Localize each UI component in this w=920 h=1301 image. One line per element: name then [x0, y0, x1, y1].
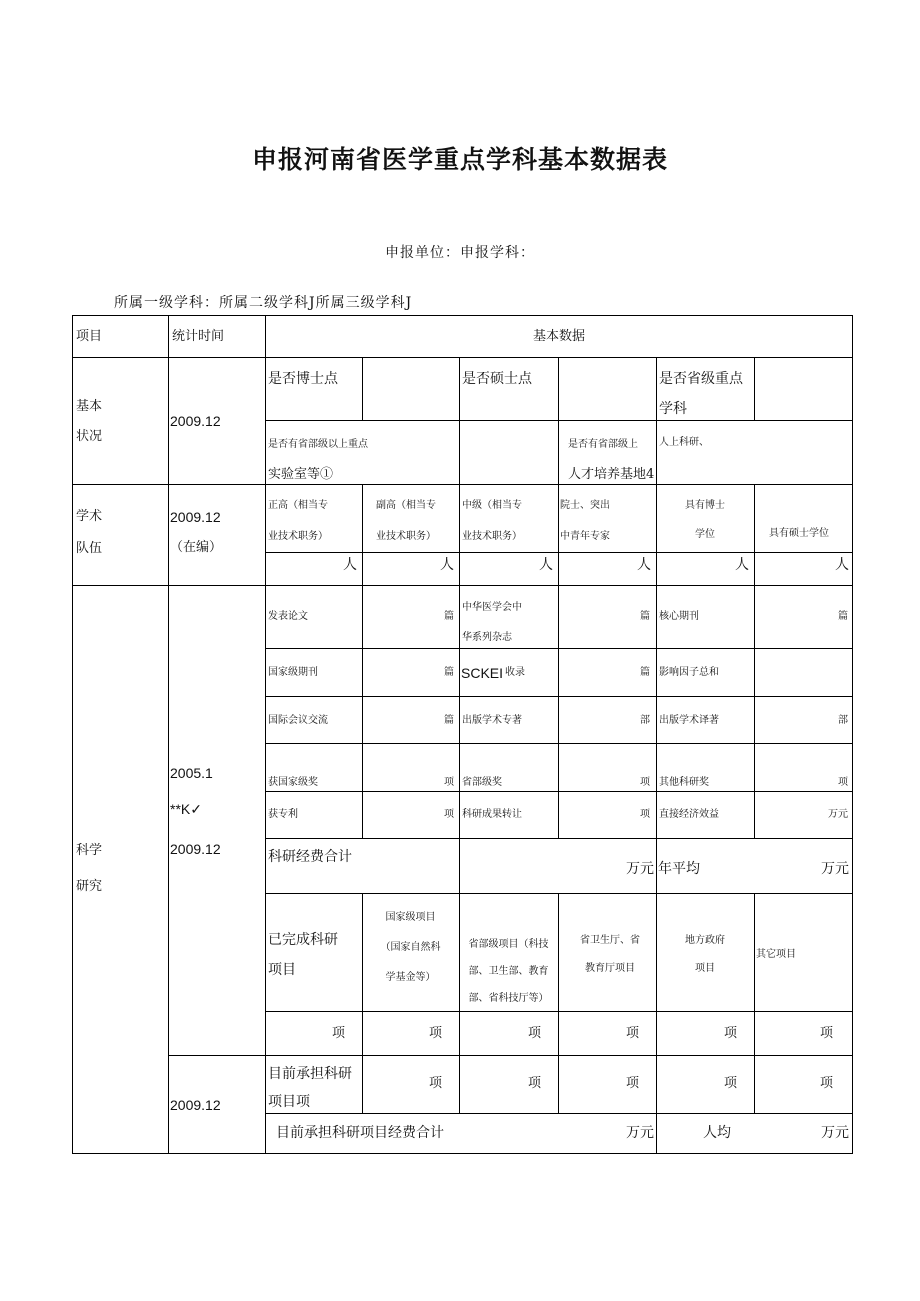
local-gov-project-label: 项目: [695, 963, 715, 974]
unit-piece: 篇: [444, 611, 454, 622]
unit-item: 项: [625, 1026, 639, 1041]
table-line: [459, 357, 460, 484]
table-line: [265, 791, 853, 792]
unit-money: 万元: [821, 861, 849, 877]
table-line: [72, 1153, 853, 1154]
provincial-key-label: 学科: [659, 401, 687, 417]
unit-item: 项: [444, 809, 454, 820]
unit-piece: 篇: [444, 667, 454, 678]
table-line: [656, 357, 657, 484]
per-capita-label: 人均: [703, 1125, 731, 1141]
unit-person: 人: [440, 557, 454, 573]
current-projects-time: 2009.12: [170, 1097, 221, 1113]
table-line: [558, 357, 559, 484]
section-basic-label: 状况: [76, 429, 103, 444]
section-team-label: 学术: [76, 509, 103, 524]
senior-title-label: 正高（相当专: [268, 500, 328, 511]
unit-item: 项: [625, 1076, 639, 1091]
provincial-award-label: 省部级奖: [462, 777, 502, 788]
cma-journals-label: 中华医学会中: [462, 602, 522, 613]
table-line: [265, 838, 853, 839]
unit-item: 项: [527, 1076, 541, 1091]
cma-journals-label: 华系列杂志: [462, 632, 512, 643]
sci-ei-suffix: 收录: [505, 667, 525, 678]
current-projects-label: 项目项: [268, 1094, 310, 1110]
section-team-label: 队伍: [76, 541, 103, 556]
unit-piece: 篇: [640, 667, 650, 678]
table-line: [265, 1113, 853, 1114]
page-title: 申报河南省医学重点学科基本数据表: [251, 145, 668, 174]
unit-money: 万元: [626, 1125, 654, 1141]
header-item: 项目: [76, 329, 103, 344]
table-line: [656, 585, 657, 838]
research-time-end: 2009.12: [170, 841, 221, 857]
unit-item: 项: [428, 1076, 442, 1091]
key-lab-label: 实验室等①: [268, 467, 334, 482]
header-time: 统计时间: [172, 329, 225, 344]
unit-person: 人: [835, 557, 849, 573]
phd-degree-label: 学位: [695, 529, 715, 540]
provincial-key-label: 是否省级重点: [659, 371, 743, 387]
national-project-label: 学基金等）: [385, 972, 436, 983]
health-dept-project-label: 省卫生厅、省: [580, 935, 640, 946]
unit-item: 项: [640, 809, 650, 820]
sci-ei-label: SCKEI: [461, 665, 504, 681]
senior-title-label: 业技术职务）: [268, 531, 328, 542]
doctor-point-label: 是否博士点: [268, 371, 338, 387]
unit-item: 项: [819, 1026, 833, 1041]
unit-piece: 篇: [444, 715, 454, 726]
provincial-project-label: 省部级项目（科技: [468, 939, 549, 950]
patent-label: 获专利: [268, 809, 298, 820]
table-line: [72, 315, 73, 1154]
unit-line: 申报单位：申报学科：: [385, 245, 535, 261]
unit-person: 人: [343, 557, 357, 573]
national-project-label: （国家自然科: [380, 942, 441, 953]
unit-item: 项: [838, 777, 848, 788]
phd-degree-label: 具有博士: [685, 500, 725, 511]
table-line: [72, 357, 853, 358]
unit-money: 万元: [626, 861, 654, 877]
impact-factor-label: 影响因子总和: [659, 667, 719, 678]
key-lab-label: 是否有省部级以上重点: [268, 439, 368, 450]
subject-line: 所属一级学科：所属二级学科J所属三级学科J: [114, 295, 413, 311]
unit-person: 人: [637, 557, 651, 573]
talent-extra-label: 人上科研、: [659, 437, 709, 448]
health-dept-project-label: 教育厅项目: [585, 963, 635, 974]
table-line: [265, 743, 853, 744]
team-time-note: （在编）: [170, 540, 223, 555]
vice-senior-label: 业技术职务）: [376, 531, 436, 542]
table-line: [459, 585, 460, 838]
table-line: [459, 838, 460, 893]
tech-transfer-label: 科研成果转让: [462, 809, 522, 820]
academician-label: 中青年专家: [560, 531, 610, 542]
section-research-label: 研究: [76, 879, 103, 894]
local-gov-project-label: 地方政府: [685, 935, 725, 946]
section-basic-label: 基本: [76, 399, 103, 414]
research-time-range-mark: **K✓: [170, 801, 202, 817]
unit-item: 项: [527, 1026, 541, 1041]
unit-person: 人: [539, 557, 553, 573]
table-line: [656, 893, 657, 1153]
table-line: [72, 585, 853, 586]
national-award-label: 获国家级奖: [268, 777, 318, 788]
unit-money: 万元: [828, 809, 848, 820]
economic-benefit-label: 直接经济效益: [659, 809, 719, 820]
annual-average-label: 年平均: [658, 861, 700, 877]
other-award-label: 其他科研奖: [659, 777, 709, 788]
vice-senior-label: 副高（相当专: [376, 500, 436, 511]
unit-person: 人: [735, 557, 749, 573]
research-funds-total-label: 科研经费合计: [268, 849, 352, 865]
table-line: [754, 357, 755, 420]
unit-item: 项: [428, 1026, 442, 1041]
unit-piece: 篇: [640, 611, 650, 622]
table-line: [265, 696, 853, 697]
national-project-label: 国家级项目: [385, 912, 436, 923]
academician-label: 院士、突出: [560, 500, 610, 511]
unit-item: 项: [723, 1076, 737, 1091]
papers-label: 发表论文: [268, 611, 308, 622]
table-line: [168, 315, 169, 1154]
current-funds-total-label: 目前承担科研项目经费合计: [276, 1125, 444, 1141]
intl-conference-label: 国际会议交流: [268, 715, 328, 726]
unit-item: 项: [640, 777, 650, 788]
unit-money: 万元: [821, 1125, 849, 1141]
table-line: [265, 893, 853, 894]
table-line: [852, 315, 853, 1154]
table-line: [72, 484, 853, 485]
intermediate-label: 中级（相当专: [462, 500, 522, 511]
talent-base-label: 人才培养基地4: [568, 467, 655, 482]
table-line: [265, 648, 853, 649]
unit-item: 项: [331, 1026, 345, 1041]
translation-label: 出版学术译著: [659, 715, 719, 726]
unit-item: 项: [723, 1026, 737, 1041]
section-research-label: 科学: [76, 843, 103, 858]
table-line: [362, 357, 363, 420]
other-project-label: 其它项目: [756, 949, 796, 960]
unit-book: 部: [640, 715, 650, 726]
header-basic-data: 基本数据: [532, 329, 585, 344]
unit-book: 部: [838, 715, 848, 726]
table-line: [168, 1055, 853, 1056]
table-line: [265, 420, 853, 421]
national-journals-label: 国家级期刊: [268, 667, 318, 678]
unit-piece: 篇: [838, 611, 848, 622]
provincial-project-label: 部、省科技厅等）: [468, 993, 549, 1004]
core-journals-label: 核心期刊: [659, 611, 699, 622]
unit-item: 项: [444, 777, 454, 788]
completed-projects-label: 项目: [268, 962, 296, 978]
completed-projects-label: 已完成科研: [268, 932, 338, 948]
basic-time: 2009.12: [170, 413, 221, 429]
research-time-start: 2005.1: [170, 765, 213, 781]
table-line: [656, 838, 657, 893]
unit-item: 项: [819, 1076, 833, 1091]
monograph-label: 出版学术专著: [462, 715, 522, 726]
table-line: [265, 552, 853, 553]
intermediate-label: 业技术职务）: [462, 531, 522, 542]
table-line: [72, 315, 853, 316]
talent-base-label: 是否有省部级上: [568, 439, 638, 450]
provincial-project-label: 部、卫生部、教育: [468, 966, 549, 977]
basic-data-table: [72, 315, 853, 1154]
table-line: [265, 1011, 853, 1012]
master-point-label: 是否硕士点: [462, 371, 532, 387]
team-time: 2009.12: [170, 509, 221, 525]
master-degree-label: 具有硕士学位: [769, 528, 829, 539]
current-projects-label: 目前承担科研: [268, 1066, 352, 1082]
